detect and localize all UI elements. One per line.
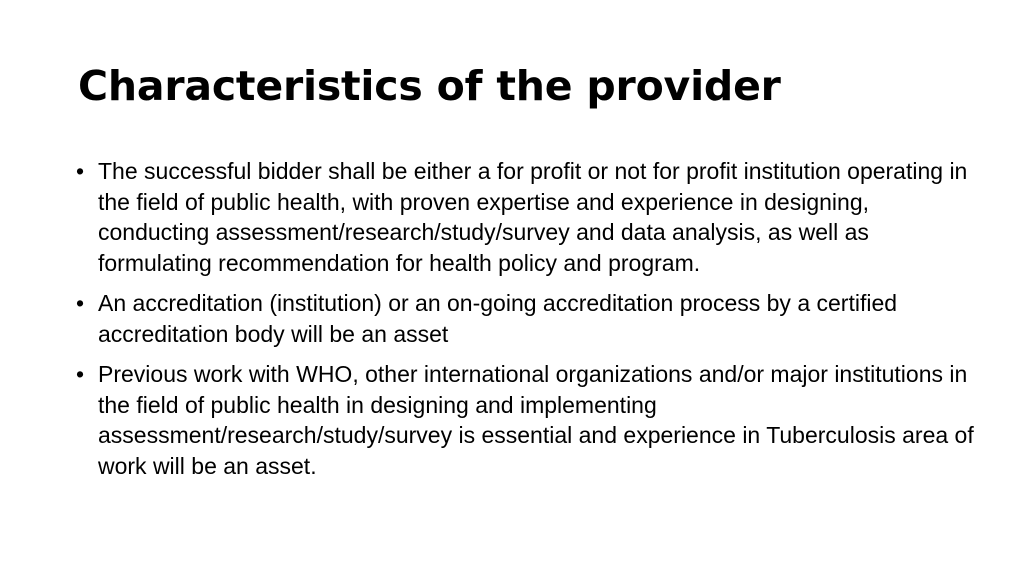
- bullet-marker: •: [76, 158, 85, 184]
- bullet-marker: •: [76, 361, 85, 387]
- bullet-text: The successful bidder shall be either a for profit or not for profit institution operating in the field of public health, with proven expertise and experience in designing, conducting assessment/research/study/survey and data analysis, as well as formulating recommendation for health policy and program.: [98, 158, 968, 276]
- slide-title: Characteristics of the provider: [78, 62, 781, 110]
- bullet-text: Previous work with WHO, other international organizations and/or major institutions in the field of public health in designing and implementing assessment/research/study/survey is essential and experience in Tuberculosis area of work will be an asset.: [98, 361, 974, 479]
- bullet-item-previous-work: [76, 359, 976, 481]
- bullet-item-provider-type: [76, 156, 976, 278]
- bullet-marker: •: [76, 290, 85, 316]
- bullet-text: An accreditation (institution) or an on-going accreditation process by a certified accreditation body will be an asset: [98, 290, 898, 347]
- bullet-item-accreditation: [76, 288, 976, 349]
- bullet-list: [76, 156, 976, 491]
